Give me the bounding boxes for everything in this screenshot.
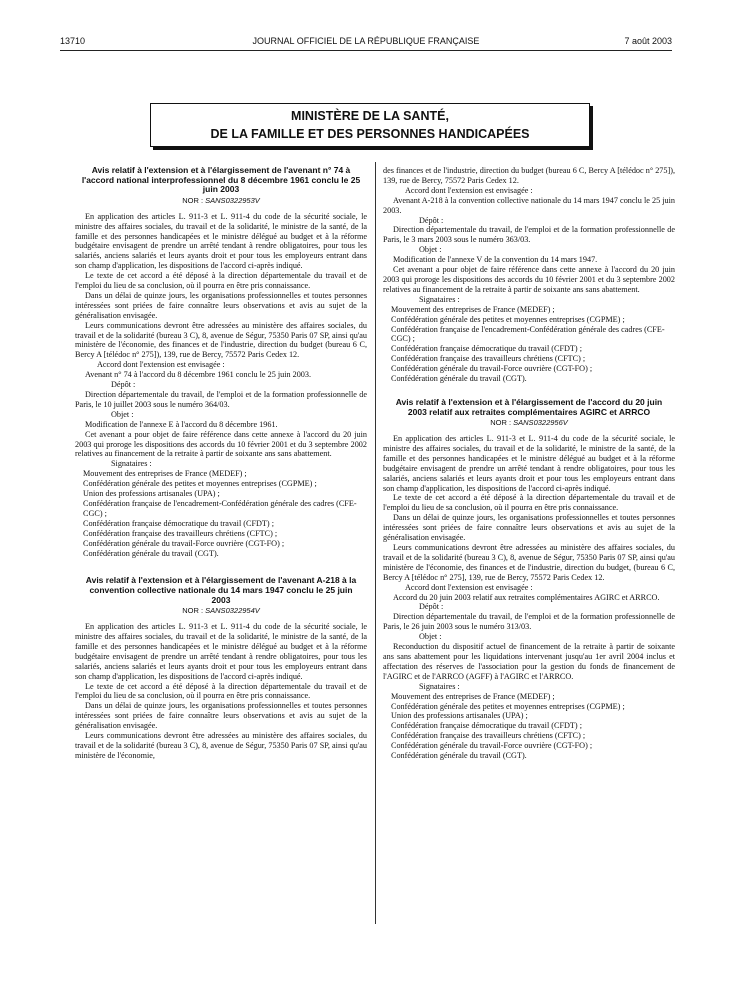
journal-title: JOURNAL OFFICIEL DE LA RÉPUBLIQUE FRANÇAISE xyxy=(252,36,480,46)
avis-2-objet: Modification de l'annexe V de la convention du 14 mars 1947. xyxy=(393,255,598,265)
list-item: Mouvement des entreprises de France (MEDEF) ; xyxy=(391,691,555,701)
avis-2-accord: Avenant A-218 à la convention collective nationale du 14 mars 1947 conclu le 25 juin 2003. xyxy=(383,195,675,215)
avis-1-p2: Le texte de cet accord a été déposé à la direction départementale du travail et de l'emploi du lieu de sa conclusion, où il pourra en être pris connaissance. xyxy=(75,271,367,291)
list-item: Mouvement des entreprises de France (MEDEF) ; xyxy=(83,469,247,479)
avis-3-depot-label: Dépôt : xyxy=(419,602,444,612)
avis-1-nor: NOR : SANS0322953V xyxy=(182,195,260,205)
avis-1-accord: Avenant n° 74 à l'accord du 8 décembre 1961 conclu le 25 juin 2003. xyxy=(85,370,312,380)
list-item: Confédération française démocratique du travail (CFDT) ; xyxy=(391,344,582,354)
ministry-line-2: DE LA FAMILLE ET DES PERSONNES HANDICAPÉES xyxy=(210,127,530,141)
avis-1-p4: Leurs communications devront être adressées au ministère des affaires sociales, du travail et de la solidarité (bureau 3 C), 8, avenue de Ségur, 75350 Paris 07 SP, ainsi qu'au ministère de l'économie, des finances et de l'industrie, direction du budget (bureau 6 C, Bercy A [télédoc n° 275]), 139, rue de Bercy, 75572 Paris Cedex 12. xyxy=(75,320,367,360)
avis-2-depot-label: Dépôt : xyxy=(419,215,444,225)
avis-2-p2: Le texte de cet accord a été déposé à la direction départementale du travail et de l'emploi du lieu de sa conclusion, où il pourra en être pris connaissance. xyxy=(75,681,367,701)
avis-3-accord: Accord du 20 juin 2003 relatif aux retraites complémentaires AGIRC et ARRCO. xyxy=(393,592,660,602)
list-item: Confédération française des travailleurs chrétiens (CFTC) ; xyxy=(391,731,586,741)
list-item: Union des professions artisanales (UPA) ; xyxy=(391,711,528,721)
avis-2-nor: NOR : SANS0322954V xyxy=(182,606,260,616)
avis-3-p3: Dans un délai de quinze jours, les organisations professionnelles et toutes personnes intéressées sont priées de faire connaître leurs observations et avis au sujet de la généralisation envisagée. xyxy=(383,513,675,543)
avis-2-title: Avis relatif à l'extension et à l'élargissement de l'avenant A-218 à la convention collective nationale du 14 mars 1947 conclu le 25 juin 2003 xyxy=(85,575,357,605)
avis-2-p4b: des finances et de l'industrie, direction du budget (bureau 6 C, Bercy A [télédoc n° 275]), 139, rue de Bercy, 75572 Paris Cedex 12. xyxy=(383,166,675,185)
list-item: Confédération française des travailleurs chrétiens (CFTC) ; xyxy=(83,528,278,538)
avis-3-objet-label: Objet : xyxy=(419,632,442,642)
page-header xyxy=(60,36,672,50)
avis-1-sign-label: Signataires : xyxy=(111,459,152,469)
issue-date: 7 août 2003 xyxy=(624,36,672,46)
ministry-title xyxy=(150,103,590,147)
list-item: Confédération générale des petites et moyennes entreprises (CGPME) ; xyxy=(391,314,625,324)
avis-2-objet-label: Objet : xyxy=(419,245,442,255)
list-item: Confédération générale du travail-Force ouvrière (CGT-FO) ; xyxy=(391,741,593,751)
list-item: Confédération générale du travail (CGT). xyxy=(391,374,527,384)
list-item: Confédération française des travailleurs chrétiens (CFTC) ; xyxy=(391,354,586,364)
avis-3-depot: Direction départementale du travail, de l'emploi et de la formation professionnelle de Paris, le 26 juin 2003 sous le numéro 313/03. xyxy=(383,612,675,632)
avis-3-sign-label: Signataires : xyxy=(419,681,460,691)
avis-2-depot: Direction départementale du travail, de l'emploi et de la formation professionnelle de Paris, le 3 mars 2003 sous le numéro 363/03. xyxy=(383,225,675,245)
avis-3-objet: Reconduction du dispositif actuel de financement de la retraite à partir de soixante ans sans abattement pour les liquidations intervenant jusqu'au 1er avril 2004 inclus et affectation des réserves de l'association pour la gestion du fonds de financement de l'AGIRC et de l'ARRCO (AGFF) à l'AGIRC et l'ARRCO. xyxy=(383,642,675,681)
avis-2-p4a: Leurs communications devront être adressées au ministère des affaires sociales, du travail et de la solidarité (bureau 3 C), 8, avenue de Ségur, 75350 Paris 07 SP, ainsi qu'au ministère de l'économie, xyxy=(75,731,367,760)
list-item: Confédération générale du travail-Force ouvrière (CGT-FO) ; xyxy=(391,364,593,374)
avis-1-objet: Modification de l'annexe E à l'accord du 8 décembre 1961. xyxy=(85,419,278,429)
list-item: Confédération française de l'encadrement-Confédération générale des cadres (CFE-CGC) ; xyxy=(83,498,357,518)
avis-2-objet2: Cet avenant a pour objet de faire référence dans cette annexe à l'accord du 20 juin 2003 qui proroge les dispositions des accords du 10 février 2001 et du 3 septembre 2002 relatives au financement de la retraite à partir de soixante ans sans abattement. xyxy=(383,265,675,294)
avis-1-title: Avis relatif à l'extension et à l'élargissement de l'avenant n° 74 à l'accord national interprofessionnel du 8 décembre 1961 conclu le 25 juin 2003 xyxy=(81,165,361,195)
list-item: Confédération générale des petites et moyennes entreprises (CGPME) ; xyxy=(83,479,317,489)
list-item: Confédération générale du travail (CGT). xyxy=(391,751,527,761)
avis-1-objet2: Cet avenant a pour objet de faire référence dans cette annexe à l'accord du 20 juin 2003 qui proroge les dispositions des accords du 10 février 2001 et du 3 septembre 2002 relatives au financement de la retraite à partir de soixante ans sans abattement. xyxy=(75,429,367,459)
list-item: Confédération générale du travail-Force ouvrière (CGT-FO) ; xyxy=(83,538,285,548)
avis-1-p3: Dans un délai de quinze jours, les organisations professionnelles et toutes personnes intéressées sont priées de faire connaître leurs observations et avis au sujet de la généralisation envisagée. xyxy=(75,290,367,320)
list-item: Union des professions artisanales (UPA) ; xyxy=(83,489,220,499)
left-column xyxy=(75,162,367,761)
page-number: 13710 xyxy=(60,36,86,46)
right-column xyxy=(383,166,675,761)
list-item: Mouvement des entreprises de France (MEDEF) ; xyxy=(391,304,555,314)
list-item: Confédération générale des petites et moyennes entreprises (CGPME) ; xyxy=(391,701,625,711)
header-rule xyxy=(60,50,672,51)
avis-3-title: Avis relatif à l'extension et à l'élargissement de l'accord du 20 juin 2003 relatif aux retraites complémentaires AGIRC et ARRCO xyxy=(395,396,663,417)
avis-1-accord-label: Accord dont l'extension est envisagée : xyxy=(97,360,225,370)
avis-3-nor: NOR : SANS0322956V xyxy=(490,418,568,428)
list-item: Confédération française de l'encadrement-Confédération générale des cadres (CFE-CGC) ; xyxy=(391,324,665,344)
ministry-line-1: MINISTÈRE DE LA SANTÉ, xyxy=(291,109,449,123)
list-item: Confédération française démocratique du travail (CFDT) ; xyxy=(83,518,274,528)
list-item: Confédération générale du travail (CGT). xyxy=(83,548,219,558)
avis-2-p1: En application des articles L. 911-3 et L. 911-4 du code de la sécurité sociale, le ministre des affaires sociales, du travail et de la solidarité, le ministre de la santé, de la famille et des personnes handicapées et le ministre délégué au budget et à la réforme budgétaire envisagent de prendre un arrêté tendant à rendre obligatoires, pour tous les salariés, anciens salariés et leurs ayants droit et pour tous les employeurs entrant dans son champ d'application, les dispositions de l'accord ci-après indiqué. xyxy=(75,622,367,681)
avis-3-p4: Leurs communications devront être adressées au ministère des affaires sociales, du travail et de la solidarité (bureau 3 C), 8, avenue de Ségur, 75350 Paris 07 SP, ainsi qu'au ministère de l'économie, des finances et de l'industrie, direction du budget, (bureau 6 C, Bercy A [télédoc n° 275], 139, rue de Bercy, 75572 Paris Cedex 12. xyxy=(383,543,675,582)
list-item: Confédération française démocratique du travail (CFDT) ; xyxy=(391,721,582,731)
avis-2-p3: Dans un délai de quinze jours, les organisations professionnelles et toutes personnes intéressées sont priées de faire connaître leurs observations et avis au sujet de la généralisation envisagée. xyxy=(75,701,367,731)
avis-3-accord-label: Accord dont l'extension est envisagée : xyxy=(405,582,533,592)
avis-1-depot: Direction départementale du travail, de l'emploi et de la formation professionnelle de Paris, le 10 juillet 2003 sous le numéro 364/03. xyxy=(75,390,367,409)
avis-1-objet-label: Objet : xyxy=(111,409,134,419)
avis-2-sign-label: Signataires : xyxy=(419,294,460,304)
avis-1-p1: En application des articles L. 911-3 et L. 911-4 du code de la sécurité sociale, le ministre des affaires sociales, du travail et de la solidarité, le ministre de la santé, de la famille et des personnes handicapées et le ministre délégué au budget et à la réforme budgétaire envisagent de prendre un arrêté tendant à rendre obligatoires, pour tous les salariés, anciens salariés et leurs ayants droit et pour tous les employeurs entrant dans son champ d'application, les dispositions de l'accord ci-après indiqué. xyxy=(75,211,367,271)
avis-3-p1: En application des articles L. 911-3 et L. 911-4 du code de la sécurité sociale, le ministre des affaires sociales, du travail et de la solidarité, le ministre de la santé, de la famille et des personnes handicapées et le ministre délégué au budget et à la réforme budgétaire envisagent de prendre un arrêté tendant à rendre obligatoires, pour tous les salariés, anciens salariés et leurs ayants droit et pour tous les employeurs entrant dans son champ d'application, les dispositions de l'accord ci-après indiqué. xyxy=(383,434,675,493)
avis-2-accord-label: Accord dont l'extension est envisagée : xyxy=(405,185,533,195)
avis-3-p2: Le texte de cet accord a été déposé à la direction départementale du travail et de l'emploi du lieu de sa conclusion, où il pourra en être pris connaissance. xyxy=(383,493,675,513)
column-separator xyxy=(375,162,376,924)
avis-1-depot-label: Dépôt : xyxy=(111,380,136,390)
